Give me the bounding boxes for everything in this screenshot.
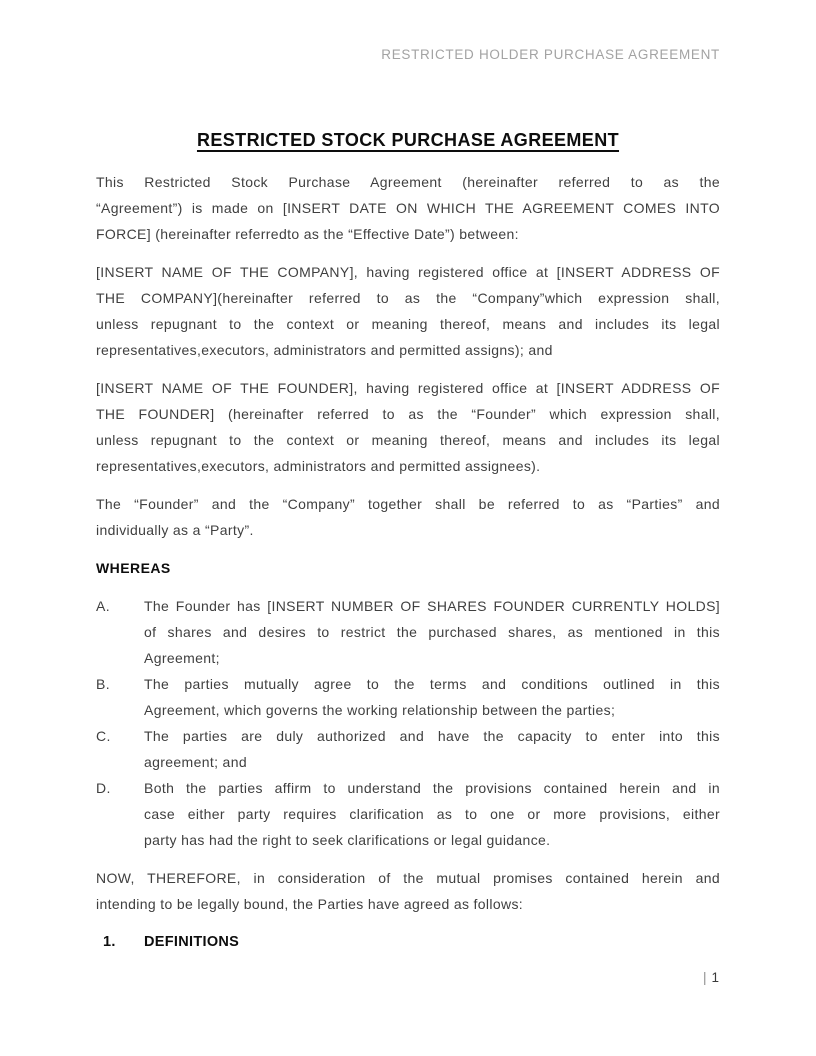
recital-marker: D. — [96, 780, 111, 796]
recital-marker: A. — [96, 598, 110, 614]
recital-item-b — [96, 671, 720, 723]
document-title-text: RESTRICTED STOCK PURCHASE AGREEMENT — [196, 130, 620, 150]
recital-item-c — [96, 723, 720, 775]
document-title — [96, 127, 720, 153]
recitals-list — [96, 593, 720, 853]
page-footer — [703, 970, 719, 986]
section-1-heading — [96, 929, 720, 955]
paragraph-now-therefore: NOW, THEREFORE, in consideration of the mutual promises contained herein and intending to be legally bound, the Parties have agreed as follows: — [96, 870, 720, 912]
section-number: 1. — [103, 934, 116, 950]
page-content — [96, 0, 720, 955]
page-number: 1 — [711, 970, 719, 985]
recital-item-d — [96, 775, 720, 853]
recital-item-a — [96, 593, 720, 671]
whereas-heading: WHEREAS — [96, 560, 171, 576]
paragraph-founder: [INSERT NAME OF THE FOUNDER], having registered office at [INSERT ADDRESS OF THE FOUNDER] (hereinafter referred to as the “Founder” which expression shall, unless repugnant to the context or meaning thereof, means and includes its legal representatives,executors, administrators and permitted assignees). — [96, 380, 720, 474]
running-header: RESTRICTED HOLDER PURCHASE AGREEMENT — [381, 47, 720, 62]
recital-text: The parties are duly authorized and have the capacity to enter into this agreement; and — [144, 728, 720, 770]
recital-marker: C. — [96, 728, 111, 744]
recital-text: Both the parties affirm to understand the provisions contained herein and in case either party requires clarification as to one or more provisions, either party has had the right to seek clarifications or legal guidance. — [144, 780, 720, 848]
footer-separator: | — [702, 970, 707, 985]
paragraph-company: [INSERT NAME OF THE COMPANY], having registered office at [INSERT ADDRESS OF THE COMPANY](hereinafter referred to as the “Company”which expression shall, unless repugnant to the context or meaning thereof, means and includes its legal representatives,executors, administrators and permitted assigns); and — [96, 264, 720, 358]
recital-marker: B. — [96, 676, 110, 692]
recital-text: The parties mutually agree to the terms and conditions outlined in this Agreement, which governs the working relationship between the parties; — [144, 676, 720, 718]
section-title: DEFINITIONS — [144, 934, 240, 950]
recital-text: The Founder has [INSERT NUMBER OF SHARES FOUNDER CURRENTLY HOLDS] of shares and desires to restrict the purchased shares, as mentioned in this Agreement; — [144, 598, 720, 666]
paragraph-intro: This Restricted Stock Purchase Agreement (hereinafter referred to as the “Agreement”) is made on [INSERT DATE ON WHICH THE AGREEMENT COMES INTO FORCE] (hereinafter referredto as the “Effective Date”) between: — [96, 174, 720, 242]
paragraph-parties: The “Founder” and the “Company” together shall be referred to as “Parties” and individually as a “Party”. — [96, 496, 720, 538]
